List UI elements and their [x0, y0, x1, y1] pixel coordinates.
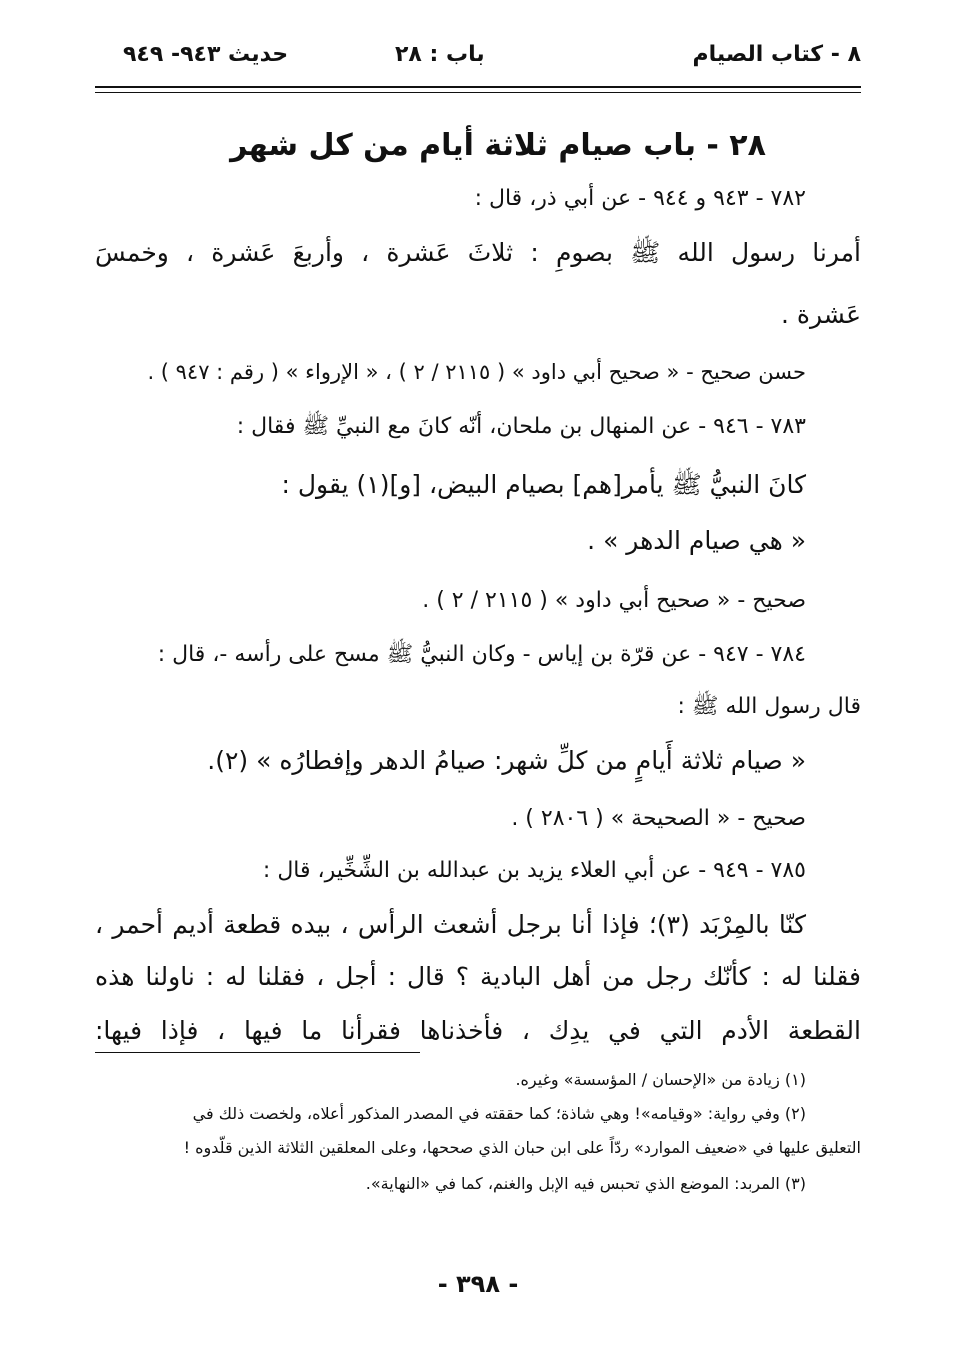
text-line: أمرنا رسول الله ﷺ بصومِ : ثلاثَ عَشرة ، وأربعَ عَشرة ، وخمسَ	[95, 238, 861, 267]
text-line: حسن صحيح - « صحيح أبي داود » ( ٢١١٥ / ٢ ) ، « الإرواء » ( رقم : ٩٤٧ ) .	[147, 360, 806, 384]
header-book-title: ٨ - كتاب الصيام	[692, 42, 861, 67]
text-line: القطعة الأدم التي في يدِك ، فأخذناها فقرأنا ما فيها ، فإذا فيها:	[95, 1016, 861, 1045]
text-line: ٧٨٥ - ٩٤٩ - عن أبي العلاء يزيد بن عبدالله بن الشِّخِّير، قال :	[262, 858, 806, 883]
footnote: (٣) المربد: الموضع الذي تحبس فيه الإبل والغنم، كما في «النهاية».	[365, 1174, 806, 1193]
book-page	[95, 30, 861, 1298]
text-line: فقلنا له : كأنّك رجل من أهل البادية ؟ قال : أجل ، فقلنا له : ناولنا هذه	[95, 962, 861, 991]
text-line: صحيح - « الصحيحة » ( ٢٨٠٦ ) .	[511, 806, 806, 831]
text-line: كانَ النبيُّ ﷺ يأمر[هم] بصيام البيض، [و](١) يقول :	[281, 470, 806, 499]
text-line: كنّا بالمِرْبَد (٣)؛ فإذا أنا برجل أشعث الرأس ، بيده قطعة أديم أحمر ،	[95, 910, 806, 939]
text-line: قال رسول الله ﷺ :	[677, 694, 861, 719]
text-line: ٧٨٤ - ٩٤٧ - عن قرّة بن إياس - وكان النبيُّ ﷺ مسح على رأسه -، قال :	[157, 642, 806, 667]
text-line: « صيام ثلاثة أَيامٍ من كلِّ شهر: صيامُ الدهر وإفطارُه » (٢).	[207, 746, 806, 775]
running-header	[95, 30, 861, 86]
footnote-separator	[95, 1052, 420, 1053]
text-line: « هي صيام الدهر » .	[587, 526, 806, 555]
header-chapter: باب : ٢٨	[395, 42, 485, 67]
footnote: (١) زيادة من «الإحسان / المؤسسة» وغيره.	[515, 1070, 806, 1089]
header-hadith-range: حديث ٩٤٣- ٩٤٩	[123, 42, 289, 67]
footnote: (٢) وفي رواية: «وقيامه»! وهي شاذة؛ كما حققته في المصدر المذكور أعلاه، ولخصت ذلك في	[192, 1104, 806, 1123]
chapter-title: ٢٨ - باب صيام ثلاثة أيام من كل شهر	[230, 128, 766, 163]
text-line: ٧٨٢ - ٩٤٣ و ٩٤٤ - عن أبي ذر، قال :	[474, 186, 806, 211]
footnote: التعليق عليها في «ضعيف الموارد» ردّاً على ابن حبان الذي صححها، وعلى المعلقين الثلاثة الذين قلّدوه !	[183, 1138, 861, 1157]
header-rule-thin	[95, 92, 861, 93]
text-line: صحيح - « صحيح أبي داود » ( ٢١١٥ / ٢ ) .	[422, 588, 806, 613]
text-line: عَشرة .	[780, 300, 861, 329]
text-line: ٧٨٣ - ٩٤٦ - عن المنهال بن ملحان، أنّه كانَ مع النبيِّ ﷺ فقال :	[236, 414, 806, 439]
page-number: - ٣٩٨ -	[437, 1270, 519, 1298]
header-rule-thick	[95, 86, 861, 88]
